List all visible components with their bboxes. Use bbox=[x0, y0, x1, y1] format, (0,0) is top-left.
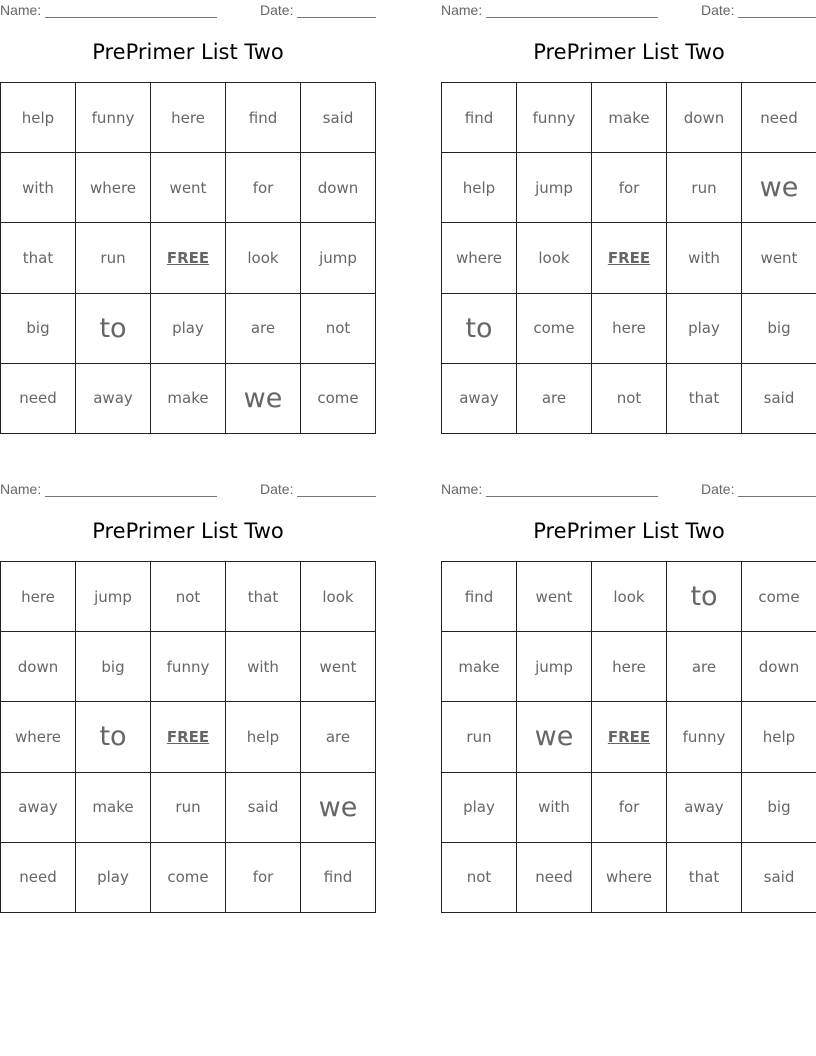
bingo-grid bbox=[0, 82, 376, 434]
word-cell: play bbox=[76, 842, 151, 912]
word-cell: with bbox=[226, 632, 301, 702]
word-cell: help bbox=[742, 702, 816, 772]
word-cell: play bbox=[151, 293, 226, 363]
word-cell: here bbox=[151, 83, 226, 153]
card-title: PrePrimer List Two bbox=[533, 519, 725, 543]
word-cell: look bbox=[517, 223, 592, 293]
word-cell: for bbox=[226, 153, 301, 223]
word-cell: make bbox=[442, 632, 517, 702]
free-space-cell: FREE bbox=[151, 702, 226, 772]
bingo-row bbox=[442, 293, 816, 363]
word-cell: went bbox=[151, 153, 226, 223]
word-cell: find bbox=[301, 842, 376, 912]
word-cell: find bbox=[442, 83, 517, 153]
bingo-row bbox=[1, 83, 376, 153]
word-cell: here bbox=[592, 632, 667, 702]
date-blank-line bbox=[738, 496, 816, 497]
word-cell: with bbox=[667, 223, 742, 293]
word-cell: come bbox=[742, 562, 816, 632]
free-space-cell: FREE bbox=[592, 702, 667, 772]
bingo-row bbox=[1, 702, 376, 772]
date-label: Date: bbox=[260, 2, 294, 18]
word-cell: make bbox=[76, 772, 151, 842]
word-cell: run bbox=[151, 772, 226, 842]
word-cell: need bbox=[1, 842, 76, 912]
word-cell: make bbox=[151, 363, 226, 433]
word-cell: run bbox=[667, 153, 742, 223]
word-cell: big bbox=[742, 293, 816, 363]
word-cell: away bbox=[442, 363, 517, 433]
word-cell: are bbox=[667, 632, 742, 702]
word-cell: down bbox=[667, 83, 742, 153]
date-blank-line bbox=[738, 17, 816, 18]
word-cell: that bbox=[667, 842, 742, 912]
word-cell: look bbox=[226, 223, 301, 293]
word-cell: jump bbox=[76, 562, 151, 632]
bingo-grid bbox=[441, 561, 816, 913]
card-title: PrePrimer List Two bbox=[92, 519, 284, 543]
date-label: Date: bbox=[701, 481, 735, 497]
word-cell: make bbox=[592, 83, 667, 153]
word-cell: went bbox=[301, 632, 376, 702]
word-cell: here bbox=[1, 562, 76, 632]
word-cell: for bbox=[592, 772, 667, 842]
date-blank-line bbox=[297, 17, 376, 18]
bingo-row bbox=[442, 562, 816, 632]
word-cell: for bbox=[226, 842, 301, 912]
word-cell: to bbox=[76, 293, 151, 363]
name-label: Name: bbox=[0, 2, 42, 18]
bingo-grid bbox=[441, 82, 816, 434]
bingo-card bbox=[441, 479, 816, 919]
word-cell: jump bbox=[517, 632, 592, 702]
name-blank-line bbox=[45, 17, 217, 18]
card-title: PrePrimer List Two bbox=[92, 40, 284, 64]
word-cell: we bbox=[517, 702, 592, 772]
bingo-row bbox=[442, 632, 816, 702]
word-cell: need bbox=[517, 842, 592, 912]
name-blank-line bbox=[486, 17, 658, 18]
word-cell: run bbox=[442, 702, 517, 772]
name-blank-line bbox=[45, 496, 217, 497]
word-cell: down bbox=[1, 632, 76, 702]
bingo-row bbox=[1, 293, 376, 363]
bingo-row bbox=[1, 772, 376, 842]
word-cell: not bbox=[151, 562, 226, 632]
date-label: Date: bbox=[260, 481, 294, 497]
word-cell: said bbox=[301, 83, 376, 153]
card-title: PrePrimer List Two bbox=[533, 40, 725, 64]
word-cell: not bbox=[442, 842, 517, 912]
word-cell: big bbox=[1, 293, 76, 363]
bingo-row bbox=[442, 842, 816, 912]
name-label: Name: bbox=[441, 481, 483, 497]
date-blank-line bbox=[297, 496, 376, 497]
bingo-row bbox=[442, 223, 816, 293]
word-cell: are bbox=[226, 293, 301, 363]
word-cell: big bbox=[742, 772, 816, 842]
word-cell: we bbox=[301, 772, 376, 842]
word-cell: play bbox=[667, 293, 742, 363]
word-cell: need bbox=[742, 83, 816, 153]
bingo-row bbox=[442, 772, 816, 842]
word-cell: where bbox=[592, 842, 667, 912]
word-cell: away bbox=[1, 772, 76, 842]
word-cell: we bbox=[226, 363, 301, 433]
bingo-row bbox=[442, 83, 816, 153]
bingo-row bbox=[442, 363, 816, 433]
name-date-bar bbox=[441, 481, 816, 499]
word-cell: that bbox=[226, 562, 301, 632]
bingo-row bbox=[1, 632, 376, 702]
word-cell: look bbox=[592, 562, 667, 632]
word-cell: not bbox=[592, 363, 667, 433]
word-cell: with bbox=[1, 153, 76, 223]
word-cell: down bbox=[301, 153, 376, 223]
bingo-row bbox=[442, 702, 816, 772]
bingo-row bbox=[1, 153, 376, 223]
word-cell: help bbox=[226, 702, 301, 772]
free-space-cell: FREE bbox=[151, 223, 226, 293]
word-cell: not bbox=[301, 293, 376, 363]
word-cell: find bbox=[442, 562, 517, 632]
word-cell: said bbox=[742, 363, 816, 433]
word-cell: where bbox=[76, 153, 151, 223]
word-cell: that bbox=[667, 363, 742, 433]
word-cell: run bbox=[76, 223, 151, 293]
date-label: Date: bbox=[701, 2, 735, 18]
bingo-grid bbox=[0, 561, 376, 913]
name-label: Name: bbox=[441, 2, 483, 18]
word-cell: big bbox=[76, 632, 151, 702]
bingo-row bbox=[1, 562, 376, 632]
free-space-cell: FREE bbox=[592, 223, 667, 293]
bingo-row bbox=[442, 153, 816, 223]
bingo-row bbox=[1, 842, 376, 912]
bingo-card bbox=[0, 479, 376, 919]
word-cell: for bbox=[592, 153, 667, 223]
word-cell: said bbox=[226, 772, 301, 842]
word-cell: help bbox=[1, 83, 76, 153]
word-cell: to bbox=[76, 702, 151, 772]
word-cell: here bbox=[592, 293, 667, 363]
word-cell: went bbox=[742, 223, 816, 293]
bingo-row bbox=[1, 363, 376, 433]
name-date-bar bbox=[0, 481, 376, 499]
word-cell: funny bbox=[76, 83, 151, 153]
name-date-bar bbox=[441, 2, 816, 20]
name-blank-line bbox=[486, 496, 658, 497]
word-cell: said bbox=[742, 842, 816, 912]
word-cell: come bbox=[151, 842, 226, 912]
word-cell: to bbox=[442, 293, 517, 363]
word-cell: that bbox=[1, 223, 76, 293]
word-cell: are bbox=[517, 363, 592, 433]
word-cell: where bbox=[1, 702, 76, 772]
word-cell: funny bbox=[667, 702, 742, 772]
name-label: Name: bbox=[0, 481, 42, 497]
word-cell: jump bbox=[301, 223, 376, 293]
word-cell: away bbox=[76, 363, 151, 433]
word-cell: find bbox=[226, 83, 301, 153]
word-cell: need bbox=[1, 363, 76, 433]
word-cell: with bbox=[517, 772, 592, 842]
word-cell: help bbox=[442, 153, 517, 223]
word-cell: funny bbox=[151, 632, 226, 702]
word-cell: come bbox=[301, 363, 376, 433]
word-cell: jump bbox=[517, 153, 592, 223]
word-cell: where bbox=[442, 223, 517, 293]
word-cell: down bbox=[742, 632, 816, 702]
word-cell: look bbox=[301, 562, 376, 632]
word-cell: went bbox=[517, 562, 592, 632]
word-cell: come bbox=[517, 293, 592, 363]
name-date-bar bbox=[0, 2, 376, 20]
word-cell: funny bbox=[517, 83, 592, 153]
word-cell: to bbox=[667, 562, 742, 632]
word-cell: are bbox=[301, 702, 376, 772]
bingo-card bbox=[441, 0, 816, 440]
word-cell: away bbox=[667, 772, 742, 842]
bingo-row bbox=[1, 223, 376, 293]
bingo-card bbox=[0, 0, 376, 440]
word-cell: we bbox=[742, 153, 816, 223]
word-cell: play bbox=[442, 772, 517, 842]
